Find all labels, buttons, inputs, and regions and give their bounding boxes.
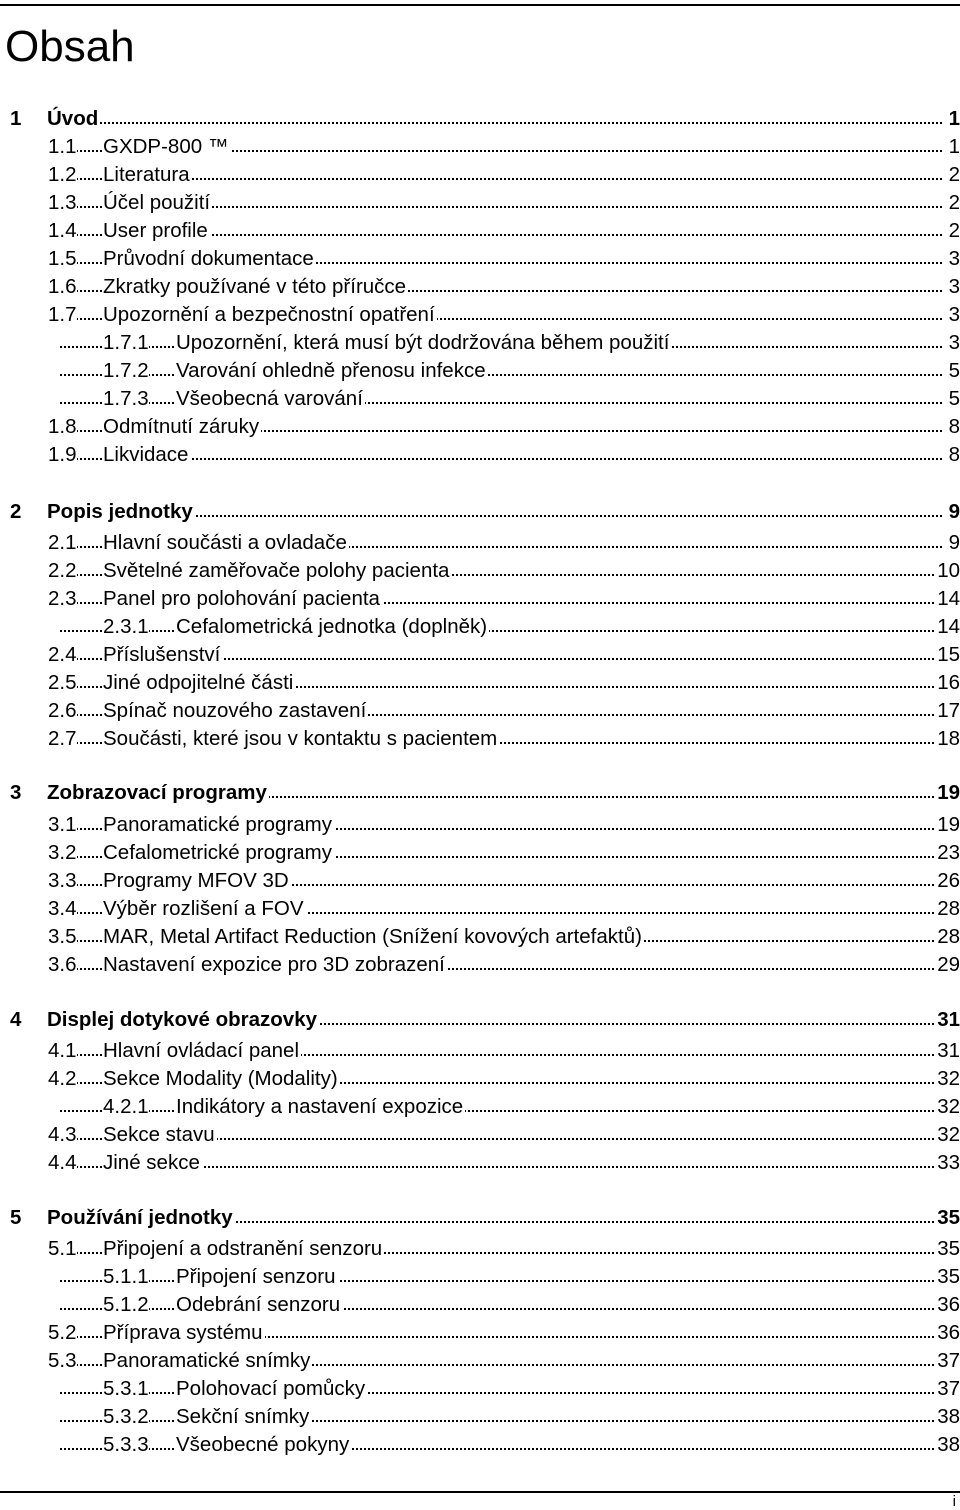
toc-entry-page[interactable]: 3 bbox=[947, 329, 960, 357]
toc-entry-number: 1.7 bbox=[48, 301, 77, 329]
toc-entry-page[interactable]: 17 bbox=[935, 697, 960, 725]
toc-entry[interactable] bbox=[0, 1121, 960, 1149]
toc-entry-page[interactable]: 28 bbox=[935, 923, 960, 951]
toc-entry-title[interactable]: Programy MFOV 3D bbox=[103, 867, 291, 895]
toc-entry-page[interactable]: 3 bbox=[947, 273, 960, 301]
toc-entry[interactable] bbox=[0, 1235, 960, 1263]
toc-entry-title[interactable]: Panoramatické programy bbox=[103, 811, 334, 839]
toc-entry[interactable] bbox=[0, 1319, 960, 1347]
toc-entry[interactable] bbox=[0, 1037, 960, 1065]
toc-entry[interactable] bbox=[0, 867, 960, 895]
toc-entry-number: 5.3.1 bbox=[103, 1375, 149, 1403]
toc-entry-title[interactable]: Panoramatické snímky bbox=[103, 1347, 312, 1375]
toc-entry-number: 4.2.1 bbox=[103, 1093, 149, 1121]
toc-entry-page[interactable]: 2 bbox=[947, 217, 960, 245]
toc-entry-number: 1.7.1 bbox=[103, 329, 149, 357]
toc-entry[interactable] bbox=[0, 839, 960, 867]
toc-entry-title[interactable]: Varování ohledně přenosu infekce bbox=[176, 357, 488, 385]
toc-entry-page[interactable]: 31 bbox=[935, 1037, 960, 1065]
toc-entry-title[interactable]: Připojení senzoru bbox=[176, 1263, 338, 1291]
toc-entry-page[interactable]: 18 bbox=[935, 725, 960, 753]
toc-entry[interactable] bbox=[0, 133, 960, 161]
toc-entry[interactable] bbox=[0, 1375, 960, 1403]
toc-entry[interactable] bbox=[0, 1065, 960, 1093]
toc-entry-page[interactable]: 8 bbox=[947, 413, 960, 441]
toc-entry-number: 5.3.2 bbox=[103, 1403, 149, 1431]
toc-entry-title[interactable]: MAR, Metal Artifact Reduction (Snížení kovových artefaktů) bbox=[103, 923, 644, 951]
toc-entry-title[interactable]: Používání jednotky bbox=[47, 1204, 235, 1232]
toc-entry-page[interactable]: 14 bbox=[935, 613, 960, 641]
toc-entry-page[interactable]: 2 bbox=[947, 189, 960, 217]
toc-leader-dots bbox=[60, 122, 942, 124]
toc-entry[interactable] bbox=[0, 217, 960, 245]
toc-entry-page[interactable]: 10 bbox=[935, 557, 960, 585]
toc-entry[interactable] bbox=[0, 273, 960, 301]
toc-entry[interactable] bbox=[0, 725, 960, 753]
toc-entry-page[interactable]: 36 bbox=[935, 1319, 960, 1347]
toc-entry-page[interactable]: 15 bbox=[935, 641, 960, 669]
toc-entry[interactable] bbox=[0, 1263, 960, 1291]
toc-entry-title[interactable]: Literatura bbox=[103, 161, 192, 189]
toc-entry-page[interactable]: 23 bbox=[935, 839, 960, 867]
toc-entry-number: 1.2 bbox=[48, 161, 77, 189]
toc-entry-number: 1.9 bbox=[48, 441, 77, 469]
toc-entry-number: 5.2 bbox=[48, 1319, 77, 1347]
toc-entry-page[interactable]: 32 bbox=[935, 1065, 960, 1093]
toc-entry-title[interactable]: Sekční snímky bbox=[176, 1403, 311, 1431]
toc-entry[interactable] bbox=[0, 1149, 960, 1177]
toc-entry[interactable] bbox=[0, 1403, 960, 1431]
toc-entry-number: 2.2 bbox=[48, 557, 77, 585]
toc-entry-number: 4.3 bbox=[48, 1121, 77, 1149]
toc-entry[interactable] bbox=[0, 697, 960, 725]
toc-entry-title[interactable]: Jiné odpojitelné části bbox=[103, 669, 295, 697]
toc-entry-page[interactable]: 36 bbox=[935, 1291, 960, 1319]
toc-entry-title[interactable]: Spínač nouzového zastavení bbox=[103, 697, 368, 725]
toc-entry-page[interactable]: 19 bbox=[935, 811, 960, 839]
toc-entry-title[interactable]: Panel pro polohování pacienta bbox=[103, 585, 382, 613]
toc-entry-page[interactable]: 35 bbox=[935, 1204, 960, 1232]
toc-entry-title[interactable]: Likvidace bbox=[103, 441, 190, 469]
toc-entry-title[interactable]: Hlavní ovládací panel bbox=[103, 1037, 301, 1065]
toc-entry-title[interactable]: GXDP-800 ™ bbox=[103, 133, 230, 161]
toc-entry-title[interactable]: Sekce stavu bbox=[103, 1121, 217, 1149]
toc-entry-number: 5.3.3 bbox=[103, 1431, 149, 1459]
footer-page-number: i bbox=[952, 1493, 956, 1510]
toc-entry-page[interactable]: 38 bbox=[935, 1431, 960, 1459]
toc-entry-title[interactable]: Všeobecná varování bbox=[176, 385, 365, 413]
toc-entry-page[interactable]: 19 bbox=[935, 779, 960, 807]
toc-entry-title[interactable]: Jiné sekce bbox=[103, 1149, 202, 1177]
toc-entry-title[interactable]: Cefalometrické programy bbox=[103, 839, 334, 867]
toc-entry-number: 2.3 bbox=[48, 585, 77, 613]
toc-entry-page[interactable]: 3 bbox=[947, 301, 960, 329]
toc-entry-title[interactable]: Výběr rozlišení a FOV bbox=[103, 895, 306, 923]
toc-entry-title[interactable]: Zobrazovací programy bbox=[47, 779, 269, 807]
toc-entry[interactable] bbox=[0, 1347, 960, 1375]
toc-entry[interactable] bbox=[0, 613, 960, 641]
toc-entry-page[interactable]: 32 bbox=[935, 1121, 960, 1149]
toc-entry-page[interactable]: 9 bbox=[947, 529, 960, 557]
toc-entry-number: 1 bbox=[10, 105, 21, 133]
toc-entry-page[interactable]: 31 bbox=[935, 1006, 960, 1034]
toc-entry-page[interactable]: 16 bbox=[935, 669, 960, 697]
toc-entry-title[interactable]: Upozornění, která musí být dodržována během použití bbox=[176, 329, 671, 357]
toc-entry-number: 1.7.2 bbox=[103, 357, 149, 385]
toc-entry[interactable] bbox=[0, 161, 960, 189]
toc-entry-number: 5.1 bbox=[48, 1235, 77, 1263]
toc-entry-page[interactable]: 1 bbox=[947, 133, 960, 161]
toc-entry-page[interactable]: 3 bbox=[947, 245, 960, 273]
toc-entry-number: 2.4 bbox=[48, 641, 77, 669]
toc-entry-number: 1.3 bbox=[48, 189, 77, 217]
toc-entry[interactable] bbox=[0, 1093, 960, 1121]
toc-entry-page[interactable]: 32 bbox=[935, 1093, 960, 1121]
toc-entry[interactable] bbox=[0, 1006, 960, 1034]
toc-entry[interactable] bbox=[0, 895, 960, 923]
toc-entry-title[interactable]: Odebrání senzoru bbox=[176, 1291, 342, 1319]
toc-entry[interactable] bbox=[0, 811, 960, 839]
toc-entry-page[interactable]: 1 bbox=[947, 105, 960, 133]
toc-entry-number: 1.8 bbox=[48, 413, 77, 441]
toc-entry-title[interactable]: Všeobecné pokyny bbox=[176, 1431, 351, 1459]
toc-entry-title[interactable]: Zkratky používané v této příručce bbox=[103, 273, 408, 301]
toc-entry[interactable] bbox=[0, 441, 960, 469]
toc-entry-title[interactable]: User profile bbox=[103, 217, 210, 245]
toc-entry[interactable] bbox=[0, 385, 960, 413]
toc-entry-page[interactable]: 2 bbox=[947, 161, 960, 189]
toc-entry-title[interactable]: Odmítnutí záruky bbox=[103, 413, 261, 441]
toc-entry-number: 1.7.3 bbox=[103, 385, 149, 413]
toc-entry-page[interactable]: 35 bbox=[935, 1263, 960, 1291]
toc-entry-page[interactable]: 14 bbox=[935, 585, 960, 613]
toc-entry-title[interactable]: Displej dotykové obrazovky bbox=[47, 1006, 319, 1034]
toc-entry-number: 2 bbox=[10, 498, 21, 526]
toc-entry-number: 4.1 bbox=[48, 1037, 77, 1065]
toc-entry-number: 3.3 bbox=[48, 867, 77, 895]
toc-entry-number: 4.4 bbox=[48, 1149, 77, 1177]
toc-entry-title[interactable]: Hlavní součásti a ovladače bbox=[103, 529, 349, 557]
toc-entry-title[interactable]: Součásti, které jsou v kontaktu s pacientem bbox=[103, 725, 499, 753]
toc-entry[interactable] bbox=[0, 189, 960, 217]
toc-entry-title[interactable]: Nastavení expozice pro 3D zobrazení bbox=[103, 951, 447, 979]
toc-entry-number: 5 bbox=[10, 1204, 21, 1232]
toc-entry-title[interactable]: Popis jednotky bbox=[47, 498, 195, 526]
toc-entry-number: 1.5 bbox=[48, 245, 77, 273]
toc-entry-page[interactable]: 5 bbox=[947, 357, 960, 385]
toc-entry[interactable] bbox=[0, 1291, 960, 1319]
toc-entry-number: 1.6 bbox=[48, 273, 77, 301]
toc-entry-number: 5.1.1 bbox=[103, 1263, 149, 1291]
toc-entry[interactable] bbox=[0, 301, 960, 329]
toc-entry-title[interactable]: Úvod bbox=[47, 105, 100, 133]
toc-entry-number: 4.2 bbox=[48, 1065, 77, 1093]
toc-entry-page[interactable]: 37 bbox=[935, 1375, 960, 1403]
toc-entry-number: 5.1.2 bbox=[103, 1291, 149, 1319]
toc-entry-number: 3.5 bbox=[48, 923, 77, 951]
toc-entry-title[interactable]: Připojení a odstranění senzoru bbox=[103, 1235, 384, 1263]
toc-entry-page[interactable]: 8 bbox=[947, 441, 960, 469]
toc-entry-number: 2.1 bbox=[48, 529, 77, 557]
toc-entry[interactable] bbox=[0, 413, 960, 441]
toc-entry-title[interactable]: Příprava systému bbox=[103, 1319, 265, 1347]
toc-entry-title[interactable]: Cefalometrická jednotka (doplněk) bbox=[176, 613, 489, 641]
toc-entry-title[interactable]: Indikátory a nastavení expozice bbox=[176, 1093, 465, 1121]
toc-entry-title[interactable]: Průvodní dokumentace bbox=[103, 245, 316, 273]
toc-entry[interactable] bbox=[0, 1431, 960, 1459]
toc-entry-number: 1.4 bbox=[48, 217, 77, 245]
toc-entry-number: 3.1 bbox=[48, 811, 77, 839]
toc-entry[interactable] bbox=[0, 245, 960, 273]
toc-entry-title[interactable]: Příslušenství bbox=[103, 641, 222, 669]
toc-entry-title[interactable]: Účel použití bbox=[103, 189, 212, 217]
toc-entry-page[interactable]: 5 bbox=[947, 385, 960, 413]
toc-entry[interactable] bbox=[0, 923, 960, 951]
toc-entry-number: 2.7 bbox=[48, 725, 77, 753]
toc-leader-dots bbox=[60, 178, 942, 180]
toc-entry-page[interactable]: 9 bbox=[947, 498, 960, 526]
top-rule bbox=[0, 4, 960, 6]
toc-entry-page[interactable]: 33 bbox=[935, 1149, 960, 1177]
toc-entry-page[interactable]: 35 bbox=[935, 1235, 960, 1263]
page-title: Obsah bbox=[5, 22, 135, 71]
toc-entry[interactable] bbox=[0, 779, 960, 807]
toc-entry-number: 2.6 bbox=[48, 697, 77, 725]
toc-entry-page[interactable]: 29 bbox=[935, 951, 960, 979]
toc-entry-page[interactable]: 37 bbox=[935, 1347, 960, 1375]
toc-entry[interactable] bbox=[0, 357, 960, 385]
toc-entry[interactable] bbox=[0, 329, 960, 357]
toc-entry[interactable] bbox=[0, 498, 960, 526]
bottom-rule bbox=[0, 1491, 960, 1493]
toc-entry-number: 3.6 bbox=[48, 951, 77, 979]
toc-entry-number: 3 bbox=[10, 779, 21, 807]
toc-entry-number: 5.3 bbox=[48, 1347, 77, 1375]
toc-entry-number: 4 bbox=[10, 1006, 21, 1034]
toc-entry-number: 3.4 bbox=[48, 895, 77, 923]
toc-entry-page[interactable]: 38 bbox=[935, 1403, 960, 1431]
toc-entry-title[interactable]: Světelné zaměřovače polohy pacienta bbox=[103, 557, 451, 585]
toc-entry[interactable] bbox=[0, 105, 960, 133]
toc-entry-number: 2.3.1 bbox=[103, 613, 149, 641]
toc-entry[interactable] bbox=[0, 1204, 960, 1232]
toc-entry-page[interactable]: 26 bbox=[935, 867, 960, 895]
toc-entry[interactable] bbox=[0, 641, 960, 669]
toc-entry[interactable] bbox=[0, 585, 960, 613]
toc-entry-number: 1.1 bbox=[48, 133, 77, 161]
toc-leader-dots bbox=[60, 458, 942, 460]
toc-entry[interactable] bbox=[0, 951, 960, 979]
toc-entry-number: 3.2 bbox=[48, 839, 77, 867]
toc-entry-title[interactable]: Polohovací pomůcky bbox=[176, 1375, 367, 1403]
toc-entry-title[interactable]: Upozornění a bezpečnostní opatření bbox=[103, 301, 437, 329]
toc-entry[interactable] bbox=[0, 669, 960, 697]
toc-entry[interactable] bbox=[0, 529, 960, 557]
toc-entry-number: 2.5 bbox=[48, 669, 77, 697]
toc-entry-page[interactable]: 28 bbox=[935, 895, 960, 923]
toc-entry-title[interactable]: Sekce Modality (Modality) bbox=[103, 1065, 340, 1093]
toc-entry[interactable] bbox=[0, 557, 960, 585]
